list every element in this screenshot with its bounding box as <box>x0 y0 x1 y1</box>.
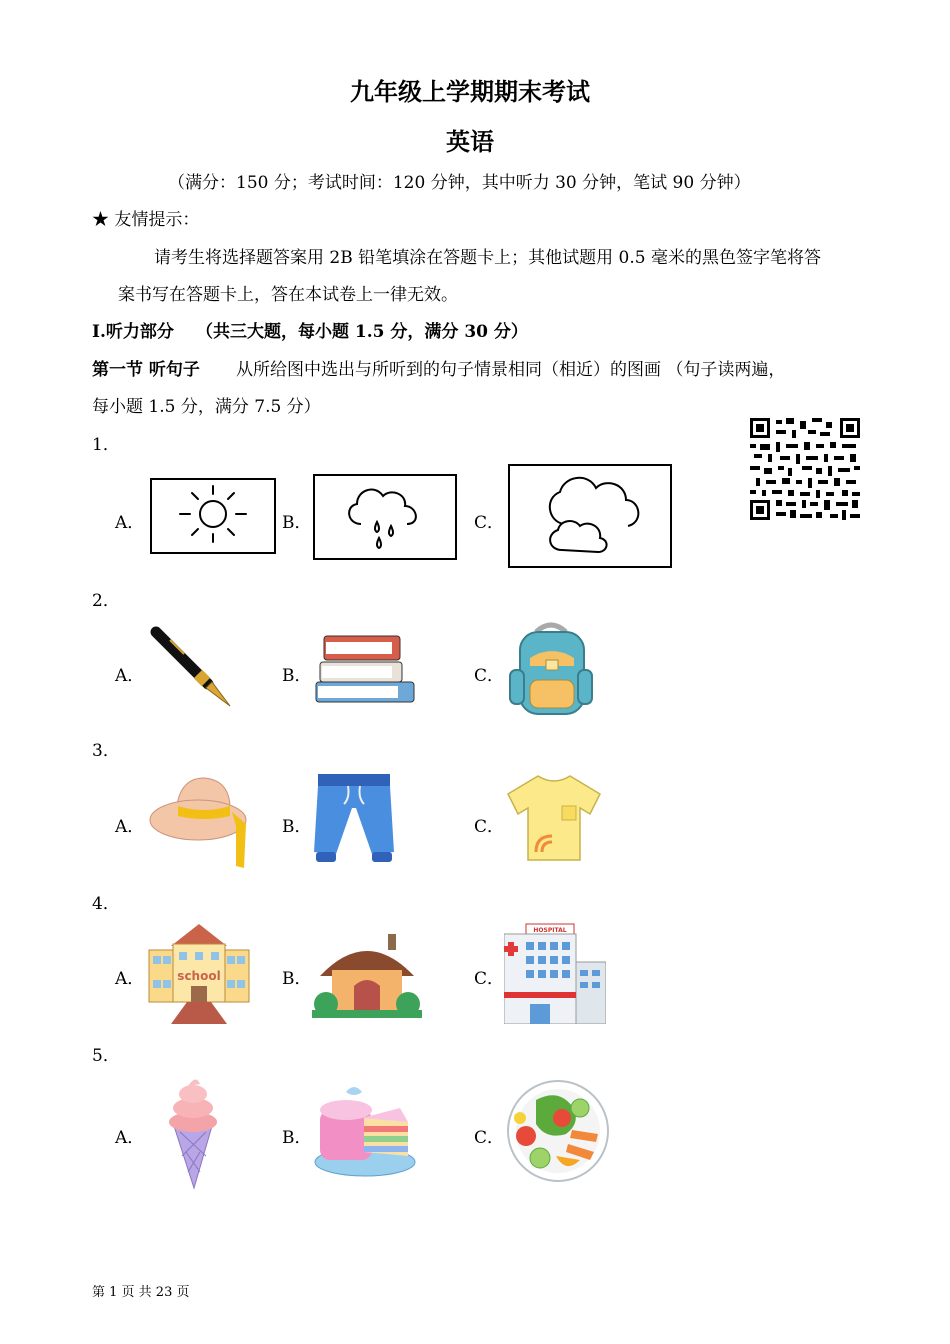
option-letter: C． <box>474 513 505 533</box>
school-sign: school <box>177 969 221 983</box>
tips-line-2: 案书写在答题卡上，答在本试卷上一律无效。 <box>118 285 458 305</box>
option-letter: C． <box>474 1128 505 1148</box>
option-letter: B． <box>282 969 312 989</box>
question-number: 4． <box>92 894 120 914</box>
section-detail: （共三大题，每小题 1.5 分，满分 30 分） <box>196 322 528 342</box>
books-icon[interactable] <box>314 632 416 708</box>
question-number: 5． <box>92 1046 120 1066</box>
ice-cream-icon[interactable] <box>166 1076 220 1190</box>
tshirt-icon[interactable] <box>506 772 602 864</box>
option-letter: A． <box>115 513 145 533</box>
hospital-icon[interactable] <box>504 922 606 1024</box>
sun-icon[interactable] <box>150 478 276 554</box>
question-number: 2． <box>92 591 120 611</box>
question-number: 3． <box>92 741 120 761</box>
pen-icon[interactable] <box>150 626 236 712</box>
section-title: I.听力部分 <box>92 322 174 342</box>
option-letter: C． <box>474 969 505 989</box>
cake-icon[interactable] <box>312 1082 418 1178</box>
option-letter: A． <box>115 969 145 989</box>
exam-note: （满分：150 分；考试时间：120 分钟，其中听力 30 分钟，笔试 90 分钟） <box>168 173 751 193</box>
part-label: 第一节 听句子 <box>92 360 200 380</box>
part-instruction-2: 每小题 1.5 分，满分 7.5 分） <box>92 397 321 417</box>
option-letter: B． <box>282 1128 312 1148</box>
part-instruction-1: 从所给图中选出与所听到的句子情景相同（相近）的图画 （句子读两遍， <box>236 360 786 380</box>
exam-title: 九年级上学期期末考试 <box>350 77 590 106</box>
qr-code <box>750 418 860 520</box>
option-letter: B． <box>282 666 312 686</box>
pants-icon[interactable] <box>314 772 394 864</box>
hospital-sign: HOSPITAL <box>533 927 567 934</box>
tips-line-1: 请考生将选择题答案用 2B 铅笔填涂在答题卡上；其他试题用 0.5 毫米的黑色签字笔将答 <box>154 248 821 268</box>
cloudy-icon[interactable] <box>508 464 672 568</box>
rain-cloud-icon[interactable] <box>313 474 457 560</box>
option-letter: B． <box>282 513 312 533</box>
option-letter: A． <box>115 666 145 686</box>
tips-heading: ★ 友情提示： <box>92 210 200 230</box>
option-letter: B． <box>282 817 312 837</box>
option-letter: A． <box>115 817 145 837</box>
house-icon[interactable] <box>312 930 422 1018</box>
option-letter: A． <box>115 1128 145 1148</box>
option-letter: C． <box>474 666 505 686</box>
question-number: 1． <box>92 435 120 455</box>
option-letter: C． <box>474 817 505 837</box>
exam-subject: 英语 <box>446 127 494 156</box>
backpack-icon[interactable] <box>508 618 594 718</box>
hat-icon[interactable] <box>148 772 248 872</box>
salad-icon[interactable] <box>506 1078 610 1184</box>
page-footer: 第 1 页 共 23 页 <box>92 1285 190 1300</box>
school-icon[interactable] <box>147 922 251 1024</box>
